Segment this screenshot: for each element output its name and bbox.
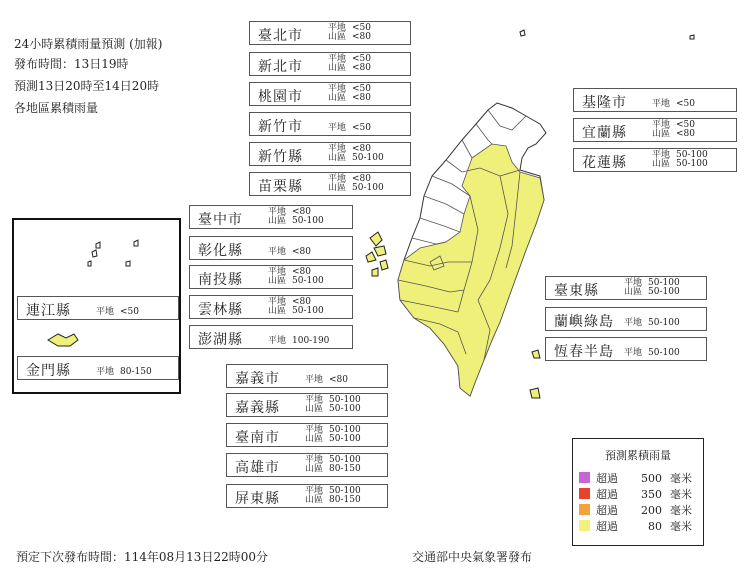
plain-value: 100-190 [292, 336, 330, 346]
mountain-label: 山區 [652, 129, 671, 139]
legend-swatch [579, 488, 590, 499]
region-box [545, 276, 707, 300]
region-values [652, 96, 695, 109]
mountain-label: 山區 [328, 153, 347, 163]
mountain-value: <80 [352, 63, 371, 73]
region-name: 高雄市 [235, 460, 280, 476]
region-box [573, 88, 737, 112]
region-box [573, 118, 737, 142]
region-name: 連江縣 [26, 303, 71, 319]
region-values [328, 24, 371, 42]
mountain-label: 山區 [268, 306, 287, 316]
legend-unit: 毫米 [670, 488, 692, 501]
plain-value: <80 [292, 207, 311, 217]
region-values [328, 120, 371, 133]
region-name: 花蓮縣 [582, 155, 627, 171]
region-values [305, 487, 361, 505]
mountain-label: 山區 [652, 159, 671, 169]
legend-unit: 毫米 [670, 472, 692, 485]
plain-label: 平地 [268, 247, 287, 257]
plain-label: 平地 [268, 207, 287, 217]
mountain-label: 山區 [328, 32, 347, 42]
region-box [226, 364, 388, 388]
plain-value: 50-100 [329, 395, 361, 405]
mountain-value: 80-150 [329, 464, 361, 474]
plain-label: 平地 [305, 395, 324, 405]
green-island [532, 350, 540, 358]
plain-label: 平地 [328, 144, 347, 154]
region-box [545, 307, 707, 331]
region-name: 金門縣 [26, 363, 71, 379]
mountain-label: 山區 [268, 216, 287, 226]
mountain-label: 山區 [328, 93, 347, 103]
region-name: 新竹縣 [258, 149, 303, 165]
plain-value: <50 [352, 23, 371, 33]
legend-item [579, 486, 692, 500]
region-box [189, 325, 353, 349]
legend-item [579, 470, 692, 484]
mountain-value: 50-100 [292, 306, 324, 316]
mountain-value: 80-150 [329, 495, 361, 505]
mountain-label: 山區 [328, 183, 347, 193]
plain-label: 平地 [328, 54, 347, 64]
orchid-island [530, 388, 540, 398]
plain-value: <80 [292, 297, 311, 307]
region-name: 臺南市 [235, 430, 280, 446]
region-box [189, 236, 353, 260]
plain-label: 平地 [268, 267, 287, 277]
plain-label: 平地 [328, 84, 347, 94]
legend-swatch [579, 520, 590, 531]
mountain-value: 50-100 [292, 216, 324, 226]
issuing-agency: 交通部中央氣象署發布 [412, 550, 533, 564]
region-values [624, 345, 680, 358]
region-values [305, 426, 361, 444]
plain-value: <50 [676, 99, 695, 109]
pengjia-islet [520, 30, 525, 36]
legend-value: 200 [641, 504, 662, 517]
issue-time: 發布時間：13日19時 [14, 57, 129, 71]
plain-value: <80 [352, 144, 371, 154]
region-values [268, 244, 311, 257]
region-values [328, 175, 384, 193]
region-box [249, 172, 411, 196]
mountain-label: 山區 [268, 276, 287, 286]
rainfall-legend [572, 438, 704, 546]
plain-label: 平地 [624, 318, 643, 328]
region-box [189, 295, 353, 319]
plain-value: 50-100 [329, 455, 361, 465]
region-name: 臺東縣 [554, 283, 599, 299]
rain-80mm-area [398, 144, 544, 396]
mountain-value: <80 [676, 129, 695, 139]
mountain-label: 山區 [305, 434, 324, 444]
region-name: 基隆市 [582, 95, 627, 111]
region-name: 澎湖縣 [198, 332, 243, 348]
plain-value: <50 [352, 123, 371, 133]
region-values [328, 145, 384, 163]
plain-label: 平地 [268, 297, 287, 307]
plain-label: 平地 [652, 150, 671, 160]
legend-title: 預測累積雨量 [605, 449, 671, 462]
region-box [17, 296, 179, 320]
region-name: 屏東縣 [235, 491, 280, 507]
map-subtitle: 各地區累積雨量 [14, 101, 99, 115]
mountain-label: 山區 [305, 464, 324, 474]
plain-label: 平地 [624, 278, 643, 288]
plain-value: 50-100 [329, 425, 361, 435]
plain-label: 平地 [328, 174, 347, 184]
plain-label: 平地 [328, 23, 347, 33]
mountain-value: <80 [352, 32, 371, 42]
legend-value: 500 [641, 472, 662, 485]
region-name: 新竹市 [258, 119, 303, 135]
plain-label: 平地 [96, 307, 115, 317]
legend-unit: 毫米 [670, 504, 692, 517]
plain-label: 平地 [652, 120, 671, 130]
region-box [189, 265, 353, 289]
legend-item [579, 518, 692, 532]
plain-value: <80 [329, 375, 348, 385]
plain-value: 50-100 [648, 348, 680, 358]
region-values [305, 456, 361, 474]
plain-label: 平地 [96, 367, 115, 377]
region-box [249, 21, 411, 45]
mountain-value: 50-100 [292, 276, 324, 286]
plain-value: 50-100 [329, 486, 361, 496]
region-name: 苗栗縣 [258, 179, 303, 195]
plain-value: 50-100 [648, 278, 680, 288]
region-name: 桃園市 [258, 89, 303, 105]
region-values [328, 85, 371, 103]
plain-value: 50-100 [648, 318, 680, 328]
legend-swatch [579, 504, 590, 515]
region-box [226, 393, 388, 417]
plain-value: <50 [352, 54, 371, 64]
plain-value: <80 [352, 174, 371, 184]
plain-value: 50-100 [676, 150, 708, 160]
plain-value: <80 [292, 247, 311, 257]
plain-label: 平地 [268, 336, 287, 346]
legend-unit: 毫米 [670, 520, 692, 533]
region-values [268, 208, 324, 226]
mountain-value: 50-100 [329, 404, 361, 414]
mountain-value: <80 [352, 93, 371, 103]
region-box [249, 142, 411, 166]
legend-value: 350 [641, 488, 662, 501]
map-title: 24小時累積雨量預測 (加報) [14, 37, 163, 51]
region-name: 臺中市 [198, 212, 243, 228]
forecast-period: 預測13日20時至14日20時 [14, 79, 160, 93]
legend-label: 超過 [596, 504, 618, 517]
mountain-label: 山區 [305, 495, 324, 505]
legend-value: 80 [648, 520, 662, 533]
plain-label: 平地 [305, 486, 324, 496]
region-values [652, 121, 695, 139]
plain-value: <50 [352, 84, 371, 94]
legend-swatch [579, 472, 590, 483]
plain-label: 平地 [305, 425, 324, 435]
region-name: 嘉義市 [235, 371, 280, 387]
region-name: 恆春半島 [554, 344, 614, 360]
plain-value: <50 [120, 307, 139, 317]
region-values [624, 315, 680, 328]
region-name: 蘭嶼綠島 [554, 314, 614, 330]
plain-value: <50 [676, 120, 695, 130]
plain-value: 80-150 [120, 367, 152, 377]
region-name: 彰化縣 [198, 243, 243, 259]
legend-item [579, 502, 692, 516]
mountain-label: 山區 [328, 63, 347, 73]
region-name: 嘉義縣 [235, 400, 280, 416]
region-values [268, 268, 324, 286]
region-values [96, 364, 152, 377]
mountain-label: 山區 [305, 404, 324, 414]
mountain-value: 50-100 [648, 287, 680, 297]
mountain-value: 50-100 [676, 159, 708, 169]
region-box [249, 82, 411, 106]
region-name: 雲林縣 [198, 302, 243, 318]
plain-label: 平地 [305, 375, 324, 385]
region-name: 新北市 [258, 59, 303, 75]
region-box [226, 453, 388, 477]
region-box [17, 356, 179, 380]
region-values [652, 151, 708, 169]
plain-label: 平地 [328, 123, 347, 133]
mountain-label: 山區 [624, 287, 643, 297]
region-box [226, 484, 388, 508]
mountain-value: 50-100 [329, 434, 361, 444]
plain-label: 平地 [305, 455, 324, 465]
region-values [328, 55, 371, 73]
next-issue-time: 預定下次發布時間：114年08月13日22時00分 [16, 550, 268, 564]
region-box [226, 423, 388, 447]
plain-label: 平地 [624, 348, 643, 358]
region-values [305, 396, 361, 414]
region-box [573, 148, 737, 172]
plain-label: 平地 [652, 99, 671, 109]
region-values [268, 298, 324, 316]
region-box [545, 337, 707, 361]
region-values [96, 304, 139, 317]
region-values [624, 279, 680, 297]
region-name: 宜蘭縣 [582, 125, 627, 141]
mountain-value: 50-100 [352, 183, 384, 193]
region-box [189, 205, 353, 229]
region-name: 南投縣 [198, 272, 243, 288]
region-values [305, 372, 348, 385]
region-values [268, 333, 329, 346]
region-box [249, 112, 411, 136]
legend-label: 超過 [596, 520, 618, 533]
penghu-islands [366, 232, 388, 276]
plain-value: <80 [292, 267, 311, 277]
legend-label: 超過 [596, 472, 618, 485]
guishan-islet [690, 35, 694, 39]
region-name: 臺北市 [258, 28, 303, 44]
legend-label: 超過 [596, 488, 618, 501]
region-box [249, 52, 411, 76]
mountain-value: 50-100 [352, 153, 384, 163]
